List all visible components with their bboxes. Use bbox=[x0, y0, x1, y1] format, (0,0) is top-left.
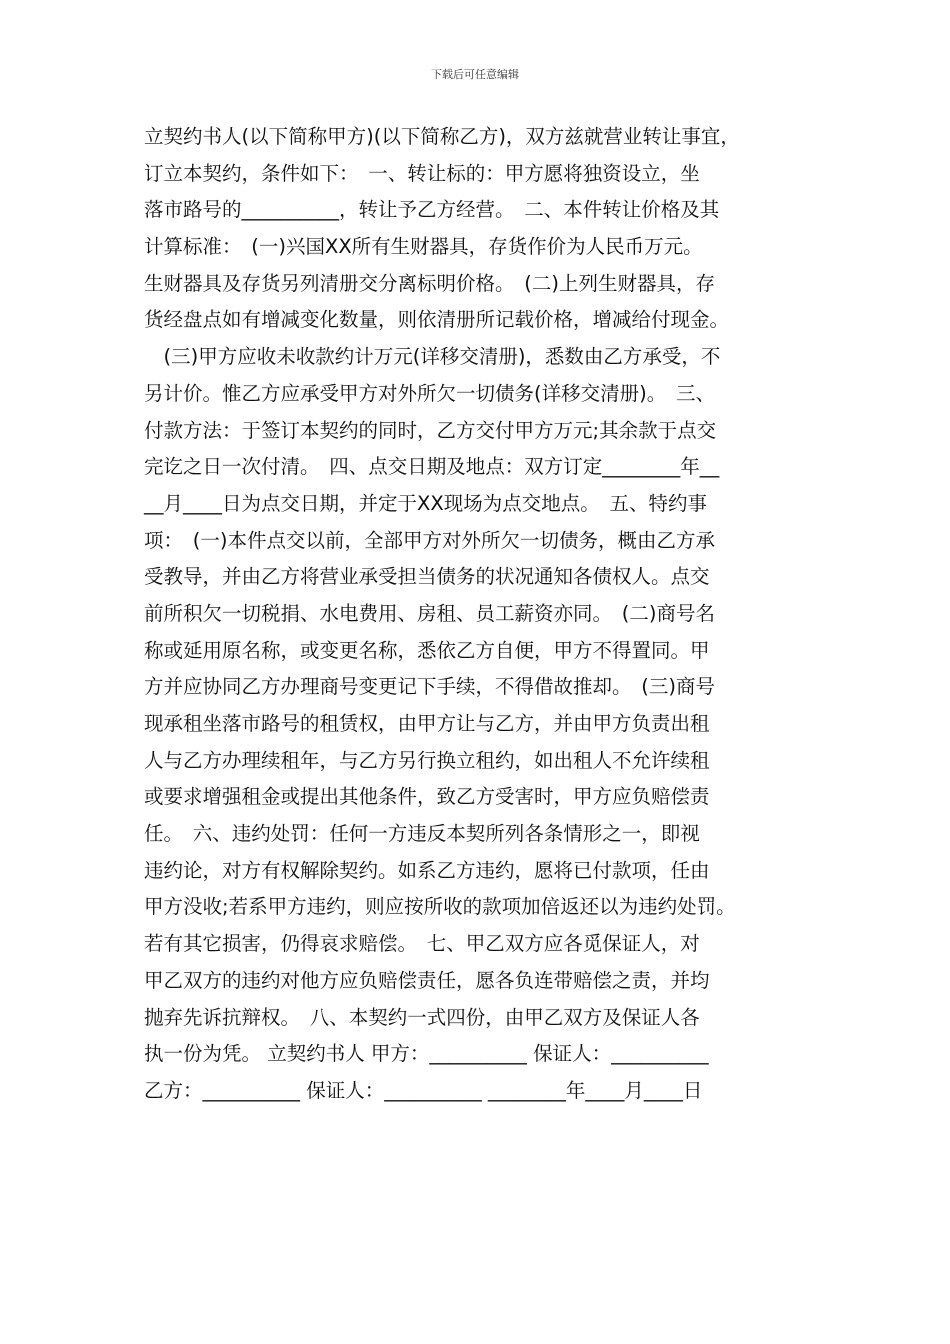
text-line: 称或延用原名称，或变更名称，悉依乙方自便，甲方不得置同。甲 bbox=[144, 638, 710, 662]
text-line: 项： (一)本件点交以前，全部甲方对外所欠一切债务，概由乙方承 bbox=[144, 528, 715, 552]
text-line: 受教导，并由乙方将营业承受担当债务的状况通知各债权人。点交 bbox=[144, 565, 710, 589]
text-line: 甲方没收;若系甲方违约，则应按所收的款项加倍返还以为违约处罚。 bbox=[144, 895, 736, 919]
signature-line: 乙方：__________ 保证人：__________ ________年____月____日 bbox=[144, 1078, 703, 1102]
text-line: 现承租坐落市路号的租赁权，由甲方让与乙方，并由甲方负责出租 bbox=[144, 712, 710, 735]
text-line: 前所积欠一切税捐、水电费用、房租、员工薪资亦同。 (二)商号名 bbox=[144, 601, 715, 625]
signature-line: 执一份为凭。 立契约书人 甲方：__________ 保证人：__________ bbox=[144, 1042, 709, 1066]
text-line: 人与乙方办理续租年，与乙方另行换立租约，如出租人不允许续租 bbox=[144, 748, 710, 772]
text-line: 完讫之日一次付清。 四、点交日期及地点：双方订定________年__ bbox=[144, 455, 720, 479]
text-line: 另计价。惟乙方应承受甲方对外所欠一切债务(详移交清册)。 三、 bbox=[144, 381, 715, 405]
text-line: 生财器具及存货另列清册交分离标明价格。 (二)上列生财器具，存 bbox=[144, 271, 715, 295]
text-line: 抛弃先诉抗辩权。 八、本契约一式四份，由甲乙双方及保证人各 bbox=[144, 1005, 700, 1029]
text-line: __月____日为点交日期，并定于XX现场为点交地点。 五、特约事 bbox=[144, 491, 707, 515]
page-header-note: 下载后可任意编辑 bbox=[431, 68, 519, 81]
text-line: 落市路号的__________，转让予乙方经营。 二、本件转让价格及其 bbox=[144, 198, 720, 222]
text-line: 甲乙双方的违约对他方应负赔偿责任，愿各负连带赔偿之责，并均 bbox=[144, 968, 710, 992]
text-line: 订立本契约，条件如下： 一、转让标的：甲方愿将独资设立，坐 bbox=[144, 161, 700, 185]
text-line: 付款方法：于签订本契约的同时，乙方交付甲方万元;其余款于点交 bbox=[144, 418, 717, 442]
text-line: 违约论，对方有权解除契约。如系乙方违约，愿将已付款项，任由 bbox=[144, 858, 710, 882]
text-line: 立契约书人(以下简称甲方)(以下简称乙方)，双方兹就营业转让事宜， bbox=[144, 125, 740, 148]
text-line: 任。 六、违约处罚：任何一方违反本契所列各条情形之一，即视 bbox=[144, 822, 700, 846]
text-line: (三)甲方应收未收款约计万元(详移交清册)，悉数由乙方承受，不 bbox=[144, 345, 721, 369]
contract-body bbox=[144, 119, 844, 1110]
text-line: 计算标准： (一)兴国XX所有生财器具，存货作价为人民币万元。 bbox=[144, 235, 703, 259]
text-line: 或要求增强租金或提出其他条件，致乙方受害时，甲方应负赔偿责 bbox=[144, 785, 710, 809]
text-line: 若有其它损害，仍得哀求赔偿。 七、甲乙双方应各觅保证人，对 bbox=[144, 932, 700, 956]
text-line: 货经盘点如有增减变化数量，则依清册所记载价格，增减给付现金。 bbox=[144, 308, 730, 332]
text-line: 方并应协同乙方办理商号变更记下手续，不得借故推却。 (三)商号 bbox=[144, 675, 715, 699]
